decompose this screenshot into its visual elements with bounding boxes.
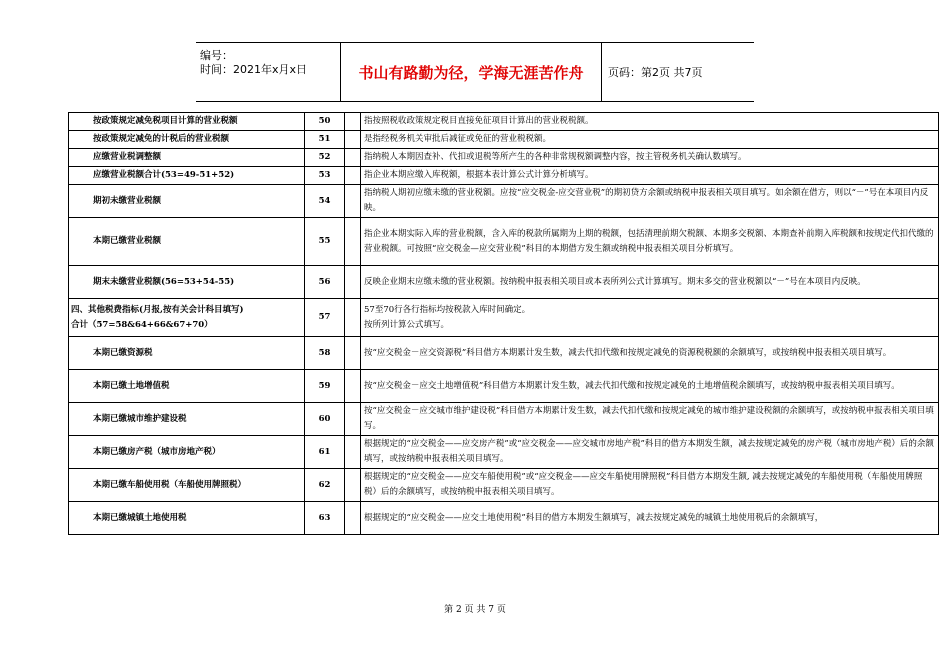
table-row <box>69 299 939 337</box>
row-number: 56 <box>305 266 345 299</box>
blank-cell <box>345 185 361 218</box>
table-row <box>69 502 939 535</box>
row-number: 63 <box>305 502 345 535</box>
indicator-name: 应缴营业税调整额 <box>69 149 305 167</box>
blank-cell <box>345 403 361 436</box>
row-number: 59 <box>305 370 345 403</box>
blank-cell <box>345 131 361 149</box>
indicator-name: 本期已缴城镇土地使用税 <box>69 502 305 535</box>
time-label: 时间：2021年x月x日 <box>200 63 308 76</box>
row-number: 50 <box>305 113 345 131</box>
indicator-description: 按“应交税金－应交城市维护建设税”科目借方本期累计发生数，减去代扣代缴和按规定减免的城市维护建设税额的余额填写，或按纳税申报表相关项目填写。 <box>361 403 939 436</box>
page-footer: 第 2 页 共 7 页 <box>444 605 506 615</box>
blank-cell <box>345 167 361 185</box>
row-number: 57 <box>305 299 345 337</box>
table-row <box>69 167 939 185</box>
indicator-name: 本期已缴资源税 <box>69 337 305 370</box>
row-number: 53 <box>305 167 345 185</box>
table-row <box>69 218 939 266</box>
row-number: 54 <box>305 185 345 218</box>
row-number: 60 <box>305 403 345 436</box>
blank-cell <box>345 436 361 469</box>
row-number: 55 <box>305 218 345 266</box>
row-number: 62 <box>305 469 345 502</box>
indicator-description: 按“应交税金－应交资源税”科目借方本期累计发生数，减去代扣代缴和按规定减免的资源税税额的余额填写，或按纳税申报表相关项目填写。 <box>361 337 939 370</box>
indicator-description: 指纳税人本期因查补、代扣或退税等所产生的各种非常规税额调整内容，按主管税务机关确认数填写。 <box>361 149 939 167</box>
indicator-description: 根据规定的“应交税金——应交车船使用税”或“应交税金——应交车船使用牌照税”科目借方本期发生额, 减去按规定减免的车船使用税（车船使用牌照税）后的余额填写，或按纳税申报表相关项目填写。 <box>361 469 939 502</box>
indicator-name: 按政策规定减免税项目计算的营业税额 <box>69 113 305 131</box>
blank-cell <box>345 502 361 535</box>
indicator-name: 本期已缴营业税额 <box>69 218 305 266</box>
table-row <box>69 149 939 167</box>
motto: 书山有路勤为径，学海无涯苦作舟 <box>340 43 602 101</box>
number-label: 编号： <box>200 49 233 62</box>
table-row <box>69 266 939 299</box>
blank-cell <box>345 149 361 167</box>
table-row <box>69 113 939 131</box>
indicator-name: 四、其他税费指标(月报,按有关会计科目填写) 合计（57=58&64+66&67+70） <box>69 299 305 337</box>
table-row <box>69 469 939 502</box>
blank-cell <box>345 299 361 337</box>
indicator-description: 57至70行各行指标均按税款入库时间确定。 按所列计算公式填写。 <box>361 299 939 337</box>
blank-cell <box>345 113 361 131</box>
indicator-description: 是指经税务机关审批后减征或免征的营业税税额。 <box>361 131 939 149</box>
table-row <box>69 185 939 218</box>
indicator-name: 应缴营业税额合计(53=49-51+52) <box>69 167 305 185</box>
blank-cell <box>345 218 361 266</box>
header-meta <box>196 43 340 101</box>
indicator-description: 根据规定的“应交税金——应交房产税”或“应交税金——应交城市房地产税”科目的借方本期发生额，减去按规定减免的房产税（城市房地产税）后的余额填写，或按纳税申报表相关项目填写。 <box>361 436 939 469</box>
table-row <box>69 131 939 149</box>
row-number: 61 <box>305 436 345 469</box>
indicator-name: 本期已缴城市维护建设税 <box>69 403 305 436</box>
indicator-description: 反映企业期末应缴未缴的营业税额。按纳税申报表相关项目或本表所列公式计算填写。期末多交的营业税额以“－”号在本项目内反映。 <box>361 266 939 299</box>
blank-cell <box>345 337 361 370</box>
indicator-name: 本期已缴房产税（城市房地产税） <box>69 436 305 469</box>
indicator-description: 指企业本期应缴入库税额，根据本表计算公式计算分析填写。 <box>361 167 939 185</box>
indicator-description: 指企业本期实际入库的营业税额，含入库的税款所属期为上期的税额，包括清理前期欠税额、本期多交税额、本期查补前期入库税额和按规定代扣代缴的营业税额。可按照“应交税金—应交营业税”科目的本期借方发生额或纳税申报表相关项目分析填写。 <box>361 218 939 266</box>
row-number: 52 <box>305 149 345 167</box>
indicator-description: 按“应交税金－应交土地增值税”科目借方本期累计发生数，减去代扣代缴和按规定减免的土地增值税余额填写，或按纳税申报表相关项目填写。 <box>361 370 939 403</box>
page-header <box>196 42 754 102</box>
page-label: 页码：第2页 共7页 <box>608 66 703 79</box>
blank-cell <box>345 469 361 502</box>
indicator-description: 根据规定的“应交税金——应交土地使用税”科目的借方本期发生额填写，减去按规定减免的城镇土地使用税后的余额填写， <box>361 502 939 535</box>
indicator-name: 期末未缴营业税额(56=53+54-55) <box>69 266 305 299</box>
table-row <box>69 370 939 403</box>
table-row <box>69 436 939 469</box>
row-number: 51 <box>305 131 345 149</box>
tax-indicator-table <box>68 112 939 535</box>
row-number: 58 <box>305 337 345 370</box>
indicator-description: 指按照税收政策规定税目直接免征项目计算出的营业税税额。 <box>361 113 939 131</box>
indicator-name: 本期已缴车船使用税（车船使用牌照税） <box>69 469 305 502</box>
blank-cell <box>345 370 361 403</box>
blank-cell <box>345 266 361 299</box>
indicator-name: 按政策规定减免的计税后的营业税额 <box>69 131 305 149</box>
table-row <box>69 337 939 370</box>
indicator-name: 本期已缴土地增值税 <box>69 370 305 403</box>
indicator-name: 期初未缴营业税额 <box>69 185 305 218</box>
indicator-description: 指纳税人期初应缴未缴的营业税额。应按“应交税金-应交营业税”的期初贷方余额或纳税申报表相关项目填写。如余额在借方，则以“－”号在本项目内反映。 <box>361 185 939 218</box>
table-row <box>69 403 939 436</box>
